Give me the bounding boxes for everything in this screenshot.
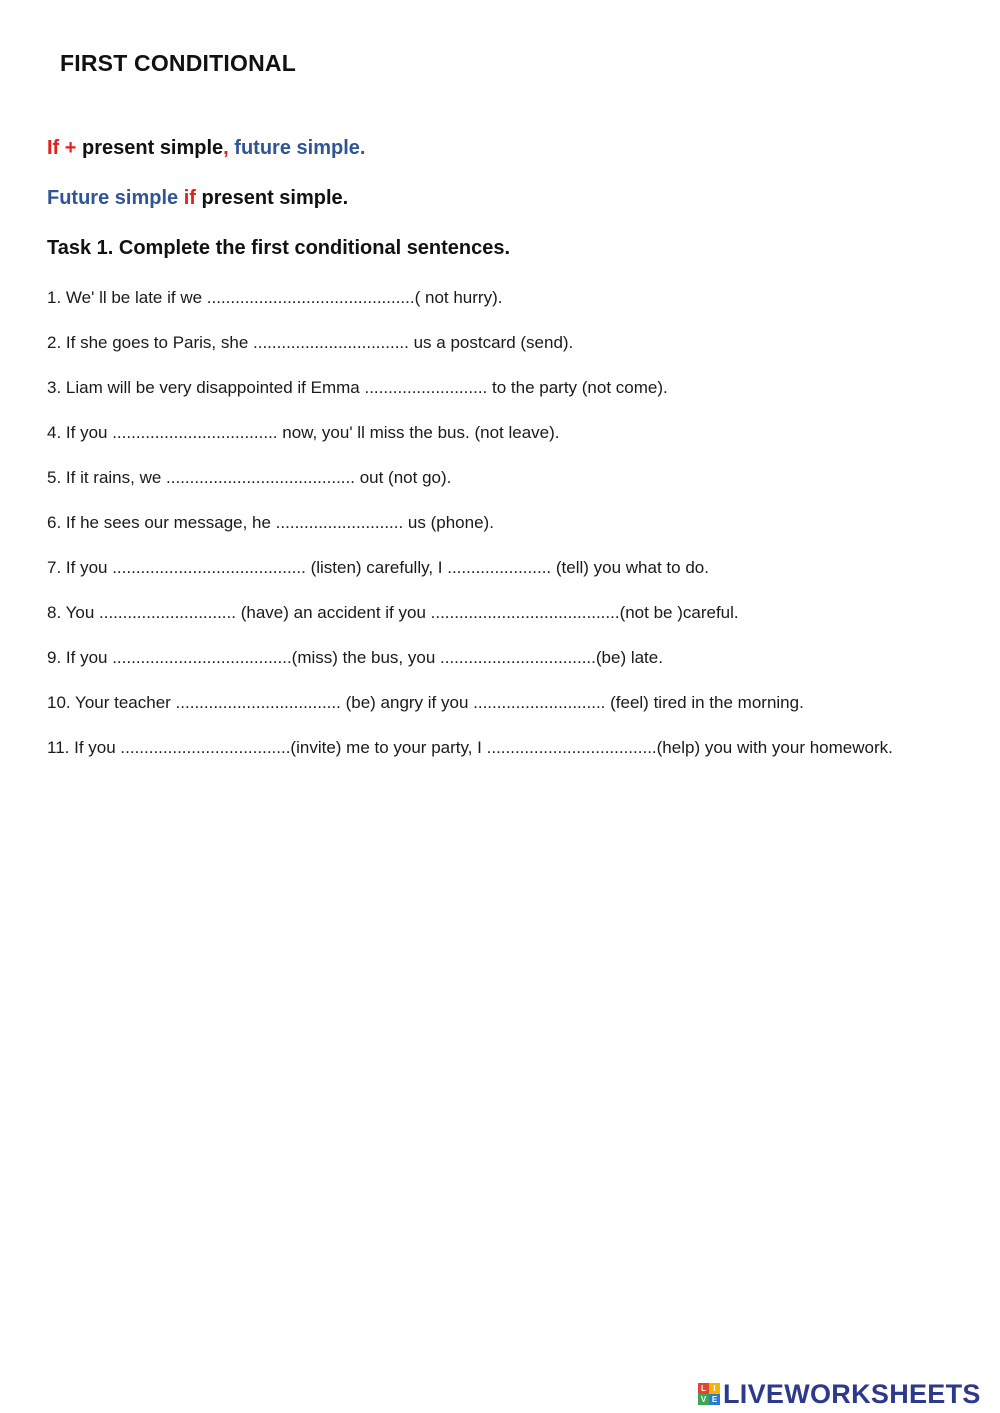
exercise-item-11: 11. If you ....................................(invite) me to your party, I ....................................(help) you with your homework.	[47, 738, 893, 757]
exercise-item-10: 10. Your teacher ................................... (be) angry if you ............................ (feel) tired in the morning.	[47, 693, 804, 712]
logo-text: LIVEWORKSHEETS	[723, 1378, 981, 1409]
exercise-item-5: 5. If it rains, we ........................................ out (not go).	[47, 468, 452, 487]
exercise-item-9: 9. If you ......................................(miss) the bus, you .................................(be) late.	[47, 648, 663, 667]
rule1-future: future simple.	[228, 137, 366, 159]
logo-mark-icon	[698, 1383, 720, 1405]
exercise-item-7: 7. If you ......................................... (listen) carefully, I ...................... (tell) you what to do.	[47, 558, 709, 577]
logo-mark-v: V	[698, 1394, 709, 1405]
rule2-future: Future simple	[47, 187, 184, 209]
liveworksheets-logo	[698, 1377, 981, 1411]
rule2-if: if	[183, 187, 196, 209]
exercise-list	[47, 284, 927, 779]
rule-if-first	[47, 137, 365, 160]
page-title: FIRST CONDITIONAL	[60, 50, 296, 76]
exercise-item-2: 2. If she goes to Paris, she ................................. us a postcard (send).	[47, 333, 574, 352]
rule2-present: present simple.	[195, 187, 349, 209]
exercise-item-4: 4. If you ................................... now, you' ll miss the bus. (not leave).	[47, 423, 560, 442]
exercise-item-6: 6. If he sees our message, he ........................... us (phone).	[47, 513, 494, 532]
exercise-item-3: 3. Liam will be very disappointed if Emma .......................... to the party (not come).	[47, 378, 668, 397]
logo-mark-l: L	[698, 1383, 709, 1394]
logo-mark-i: I	[709, 1383, 720, 1394]
task-heading: Task 1. Complete the first conditional sentences.	[47, 237, 511, 259]
rule1-comma: ,	[223, 137, 229, 159]
rule1-if-plus: If +	[47, 137, 77, 159]
logo-mark-e: E	[709, 1394, 720, 1405]
rule1-present: present simple	[76, 137, 224, 159]
exercise-item-1: 1. We' ll be late if we ............................................( not hurry).	[47, 288, 503, 307]
rule-future-first	[47, 187, 348, 210]
exercise-item-8: 8. You ............................. (have) an accident if you ........................................(not be )careful.	[47, 603, 739, 622]
